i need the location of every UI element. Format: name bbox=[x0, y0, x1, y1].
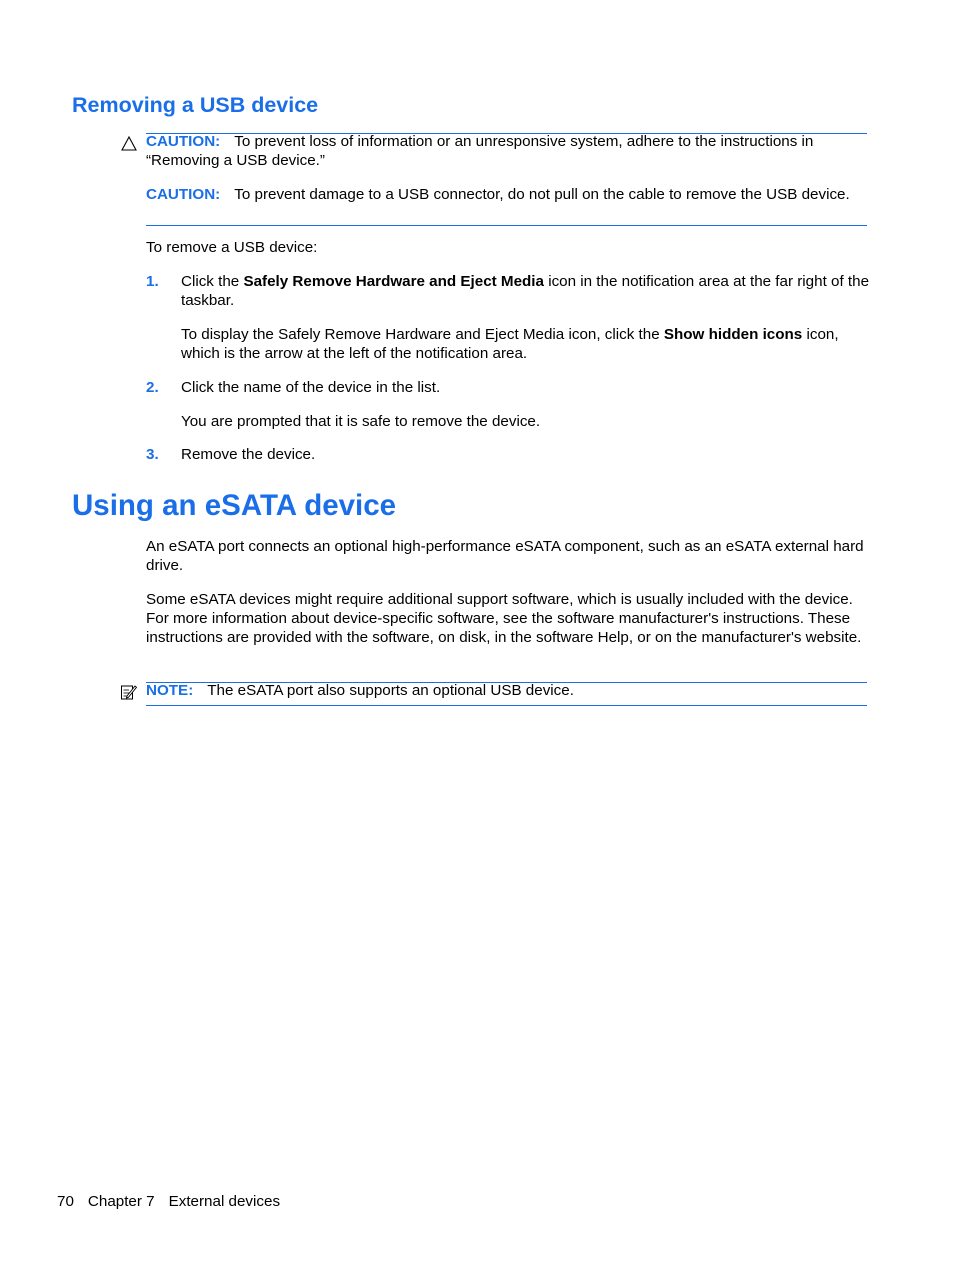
note-bottom-rule bbox=[146, 705, 867, 706]
section-heading-esata: Using an eSATA device bbox=[72, 489, 397, 522]
step-2-subtext: You are prompted that it is safe to remove the device. bbox=[181, 413, 541, 430]
footer-chapter: Chapter 7 bbox=[87, 1193, 155, 1210]
usb-intro: To remove a USB device: bbox=[146, 239, 318, 256]
step-2-text: Click the name of the device in the list. bbox=[181, 379, 441, 396]
caution-2 bbox=[146, 185, 870, 204]
step-1-sub-pre: To display the Safely Remove Hardware and Eject Media icon, click the bbox=[181, 326, 664, 343]
step-3-number: 3. bbox=[146, 446, 159, 463]
step-1-bold: Safely Remove Hardware and Eject Media bbox=[243, 273, 544, 290]
step-2-number: 2. bbox=[146, 379, 159, 396]
esata-para-2: Some eSATA devices might require additional support software, which is usually included with the device. For more information about device-specific software, see the software manufacturer's instructions. These instructions are provided with the software, on disk, in the software Help, or on the manufacturer's website. bbox=[146, 591, 862, 647]
caution-triangle-icon bbox=[121, 136, 137, 151]
page-footer bbox=[57, 1192, 280, 1211]
step-1-sub-post: icon, which is the arrow at the left of the notification area. bbox=[181, 326, 839, 363]
section-heading-usb: Removing a USB device bbox=[72, 93, 319, 117]
note-label: NOTE: bbox=[146, 682, 194, 699]
caution-1-label: CAUTION: bbox=[146, 133, 221, 150]
step-1-subtext bbox=[181, 325, 871, 363]
step-1-post: icon in the notification area at the far right of the taskbar. bbox=[181, 273, 870, 310]
page-number: 70 bbox=[57, 1193, 74, 1210]
caution-1 bbox=[146, 132, 870, 170]
step-1-pre: Click the bbox=[181, 273, 244, 290]
step-1-text bbox=[181, 272, 871, 310]
esata-para-1: An eSATA port connects an optional high-performance eSATA component, such as an eSATA external hard drive. bbox=[146, 538, 864, 575]
note-text: The eSATA port also supports an optional USB device. bbox=[207, 682, 574, 699]
caution-2-text: To prevent damage to a USB connector, do not pull on the cable to remove the USB device. bbox=[234, 186, 850, 203]
footer-chapter-title: External devices bbox=[168, 1193, 281, 1210]
caution-1-text: To prevent loss of information or an unresponsive system, adhere to the instructions in “Removing a USB device.” bbox=[146, 133, 814, 170]
step-3-text: Remove the device. bbox=[181, 446, 316, 463]
caution-bottom-rule bbox=[146, 225, 867, 226]
step-1-number: 1. bbox=[146, 273, 159, 290]
note-pencil-icon bbox=[120, 683, 138, 701]
note bbox=[146, 681, 870, 700]
step-1-sub-bold: Show hidden icons bbox=[663, 326, 803, 343]
caution-2-label: CAUTION: bbox=[146, 186, 221, 203]
